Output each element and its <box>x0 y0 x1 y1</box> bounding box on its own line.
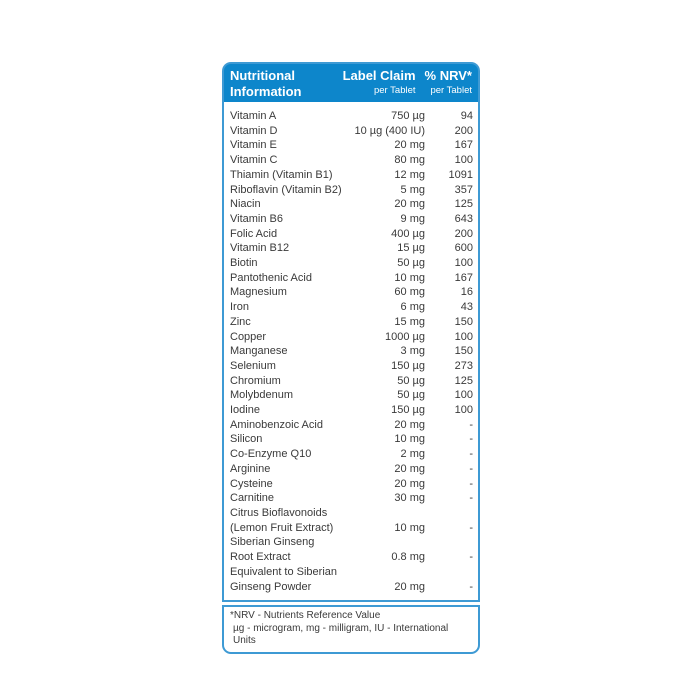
nrv-value: - <box>469 448 473 461</box>
amount-value: 6 mg <box>400 301 425 314</box>
label-claim-title: Label Claim <box>342 68 416 83</box>
nrv-value: - <box>469 433 473 446</box>
nutrient-name: Carnitine <box>230 492 275 505</box>
amount-value: 20 mg <box>394 580 425 593</box>
label-title-line2: Information <box>230 84 302 99</box>
nutrient-name: Arginine <box>230 462 271 475</box>
amount-value: 150 µg <box>391 404 425 417</box>
nutrient-name: Iodine <box>230 404 260 417</box>
amount-value: 10 mg <box>394 433 425 446</box>
table-row <box>224 535 478 550</box>
table-row <box>224 359 478 374</box>
nrv-value <box>425 506 473 521</box>
nrv-value: 167 <box>454 271 473 284</box>
table-row <box>224 153 478 168</box>
nutrient-name: Equivalent to Siberian <box>230 565 338 578</box>
nutrient-name: Zinc <box>230 315 251 328</box>
nrv-value: 125 <box>454 198 473 211</box>
nrv-subtitle: per Tablet <box>430 85 472 96</box>
nutrient-name: (Lemon Fruit Extract) <box>230 521 334 534</box>
table-row <box>224 138 478 153</box>
column-header-nrv <box>425 68 472 98</box>
table-row <box>224 344 478 359</box>
nutrient-name: Riboflavin (Vitamin B2) <box>230 183 342 196</box>
table-row <box>224 212 478 227</box>
amount-value: 20 mg <box>394 462 425 475</box>
table-row <box>224 491 478 506</box>
nrv-value: 100 <box>454 330 473 343</box>
nrv-value: - <box>469 521 473 534</box>
nrv-value: 643 <box>454 212 473 225</box>
nutrient-name: Vitamin D <box>230 124 278 137</box>
nutrient-name: Pantothenic Acid <box>230 271 312 284</box>
nrv-value: 1091 <box>448 168 473 181</box>
nutrient-name: Vitamin B6 <box>230 212 283 225</box>
nutrient-name: Cysteine <box>230 477 273 490</box>
label-title-line1: Nutritional <box>230 68 295 83</box>
nrv-value: - <box>469 580 473 593</box>
nutrient-name: Siberian Ginseng <box>230 536 315 549</box>
nrv-value: 100 <box>454 389 473 402</box>
table-row <box>224 374 478 389</box>
amount-value: 150 µg <box>391 359 425 372</box>
table-row <box>224 580 478 595</box>
amount-value: 20 mg <box>394 477 425 490</box>
label-claim-subtitle: per Tablet <box>373 85 416 96</box>
table-row <box>224 506 478 521</box>
nutrient-name: Co-Enzyme Q10 <box>230 448 312 461</box>
table-row <box>224 550 478 565</box>
label-title <box>230 68 302 100</box>
amount-value: 750 µg <box>391 110 425 122</box>
amount-value: 20 mg <box>394 198 425 211</box>
nrv-value <box>425 565 473 580</box>
table-row <box>224 227 478 242</box>
nutrient-name: Folic Acid <box>230 227 278 240</box>
amount-value: 10 mg <box>394 521 425 534</box>
nrv-value: 100 <box>454 154 473 167</box>
amount-value: 15 µg <box>397 242 425 255</box>
nutrient-name: Copper <box>230 330 267 343</box>
table-row <box>224 462 478 477</box>
nrv-value <box>425 535 473 550</box>
footnote-nrv-definition: *NRV - Nutrients Reference Value <box>230 610 381 622</box>
amount-value: 12 mg <box>394 168 425 181</box>
amount-value: 9 mg <box>400 212 425 225</box>
table-row <box>224 403 478 418</box>
amount-value: 50 µg <box>397 257 425 270</box>
nrv-value: 200 <box>454 227 473 240</box>
nutrient-name: Ginseng Powder <box>230 580 312 593</box>
nrv-value: 16 <box>460 286 473 299</box>
nutrient-name: Biotin <box>230 257 258 270</box>
amount-value: 15 mg <box>394 315 425 328</box>
table-row <box>224 256 478 271</box>
table-row <box>224 271 478 286</box>
amount-value: 20 mg <box>394 139 425 152</box>
nutrient-name: Manganese <box>230 345 288 358</box>
table-row <box>224 388 478 403</box>
nrv-value: 200 <box>454 124 473 137</box>
nutrient-name: Root Extract <box>230 551 291 564</box>
nrv-value: - <box>469 462 473 475</box>
amount-value: 80 mg <box>394 154 425 167</box>
amount-value: 3 mg <box>400 345 425 358</box>
amount-value: 1000 µg <box>385 330 425 343</box>
nrv-value: - <box>469 477 473 490</box>
nutrient-table <box>222 102 480 602</box>
nrv-value: 100 <box>454 257 473 270</box>
table-row <box>224 521 478 536</box>
footnote-unit-definitions: µg - microgram, mg - milligram, IU - International Units <box>233 622 449 647</box>
nrv-value: 125 <box>454 374 473 387</box>
nutrient-name: Vitamin A <box>230 110 277 122</box>
amount-value: 10 µg (400 IU) <box>354 124 425 137</box>
nutrient-name: Vitamin E <box>230 139 277 152</box>
table-row <box>224 432 478 447</box>
table-row <box>224 124 478 139</box>
nrv-value: 150 <box>454 315 473 328</box>
amount-value: 50 µg <box>397 389 425 402</box>
table-row <box>224 183 478 198</box>
label-header <box>222 62 480 102</box>
nrv-value: 43 <box>460 301 473 314</box>
nrv-value: 94 <box>460 110 473 122</box>
table-row <box>224 418 478 433</box>
nrv-value: - <box>469 418 473 431</box>
nutrient-name: Vitamin B12 <box>230 242 290 255</box>
table-row <box>224 241 478 256</box>
table-row <box>224 168 478 183</box>
nutrition-label <box>222 62 480 654</box>
label-footnote <box>222 605 480 654</box>
nrv-value: - <box>469 492 473 505</box>
nutrient-name: Magnesium <box>230 286 287 299</box>
amount-value: 30 mg <box>394 492 425 505</box>
table-row <box>224 477 478 492</box>
nrv-value: 273 <box>454 359 473 372</box>
nutrient-name: Molybdenum <box>230 389 293 402</box>
table-row <box>224 315 478 330</box>
nutrient-name: Vitamin C <box>230 154 278 167</box>
nutrient-name: Thiamin (Vitamin B1) <box>230 168 333 181</box>
nutrient-name: Silicon <box>230 433 263 446</box>
amount-value: 400 µg <box>391 227 425 240</box>
nutrient-name: Selenium <box>230 359 276 372</box>
amount-value: 20 mg <box>394 418 425 431</box>
nrv-value: 357 <box>454 183 473 196</box>
nutrient-name: Iron <box>230 301 249 314</box>
amount-value: 5 mg <box>400 183 425 196</box>
table-row <box>224 565 478 580</box>
nutrient-name: Aminobenzoic Acid <box>230 418 323 431</box>
amount-value: 0.8 mg <box>391 551 425 564</box>
nutrient-name: Chromium <box>230 374 281 387</box>
amount-value: 60 mg <box>394 286 425 299</box>
amount-value: 50 µg <box>397 374 425 387</box>
table-row <box>224 285 478 300</box>
table-row <box>224 300 478 315</box>
header-columns <box>343 68 472 98</box>
nrv-value: 150 <box>454 345 473 358</box>
nrv-value: 167 <box>454 139 473 152</box>
nutrient-name: Niacin <box>230 198 261 211</box>
table-row <box>224 447 478 462</box>
nrv-value: 600 <box>454 242 473 255</box>
column-header-label-claim <box>343 68 416 98</box>
nutrient-name: Citrus Bioflavonoids <box>230 506 328 519</box>
table-row <box>224 109 478 124</box>
nrv-title: % NRV* <box>424 68 472 83</box>
nrv-value: 100 <box>454 404 473 417</box>
amount-value: 2 mg <box>400 448 425 461</box>
table-row <box>224 330 478 345</box>
amount-value: 10 mg <box>394 271 425 284</box>
nrv-value: - <box>469 551 473 564</box>
table-row <box>224 197 478 212</box>
